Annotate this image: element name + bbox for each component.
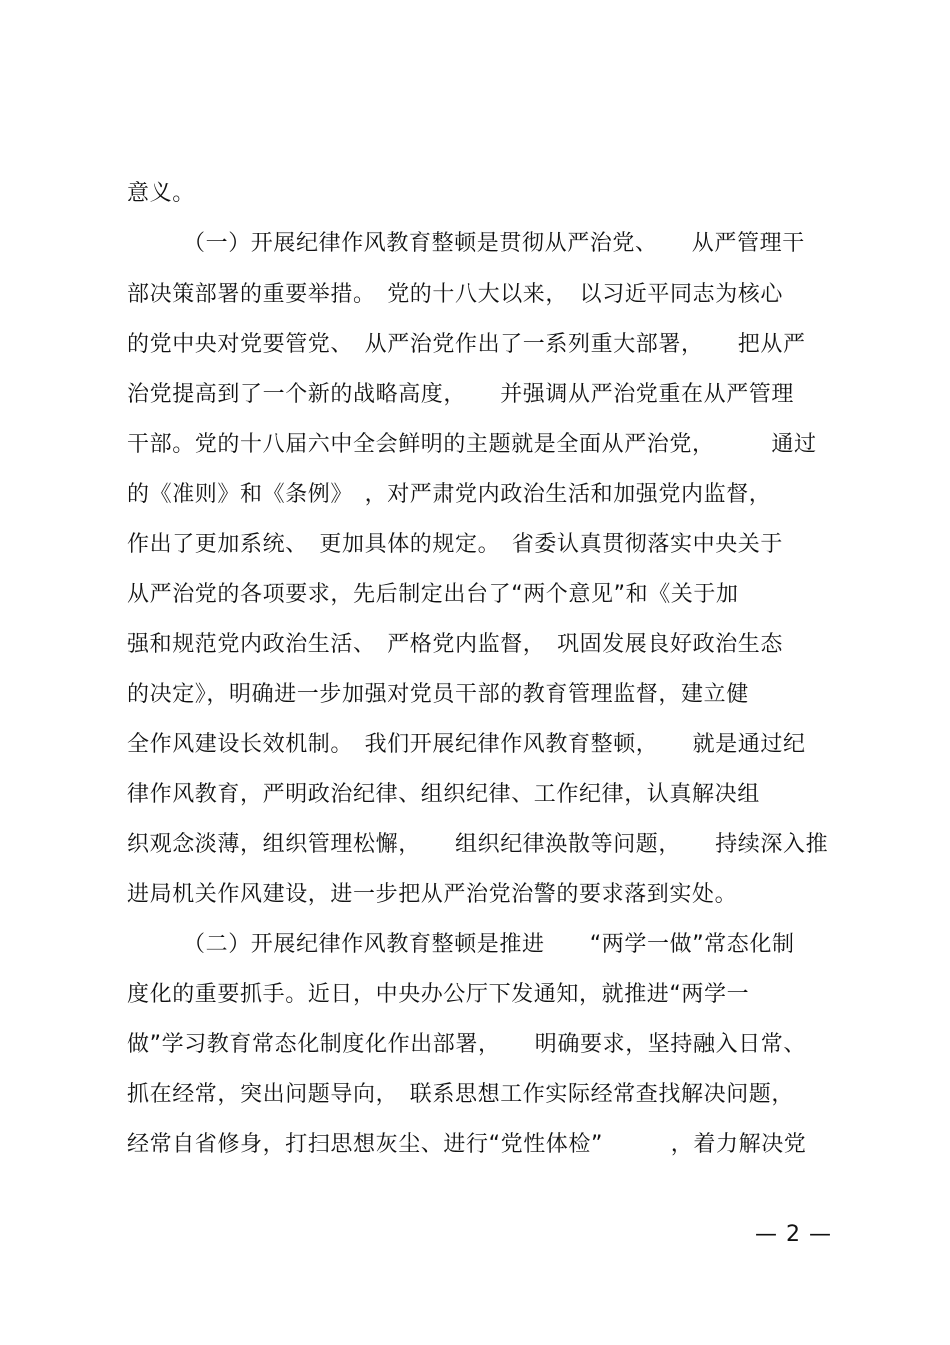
text-line: 强和规范党内政治生活、 严格党内监督， 巩固发展良好政治生态: [127, 632, 784, 657]
text-line: 部决策部署的重要举措。 党的十八大以来， 以习近平同志为核心: [127, 282, 784, 307]
text-line: 抓在经常，突出问题导向， 联系思想工作实际经常查找解决问题，: [127, 1082, 795, 1107]
paragraph-1-first-line: （一）开展纪律作风教育整顿是贯彻从严治党、 从严管理干: [183, 231, 805, 256]
text-line: 经常自省修身，打扫思想灰尘、进行“党性体检” ，着力解决党: [127, 1132, 807, 1157]
text-line: 进局机关作风建设，进一步把从严治党治警的要求落到实处。: [127, 882, 738, 907]
text-line: 治党提高到了一个新的战略高度， 并强调从严治党重在从严管理: [127, 382, 795, 407]
text-line: 的《准则》和《条例》 ，对严肃党内政治生活和加强党内监督，: [127, 482, 772, 507]
text-line: 律作风教育，严明政治纪律、组织纪律、工作纪律，认真解决组: [127, 782, 760, 807]
text-line: 织观念淡薄，组织管理松懈， 组织纪律涣散等问题， 持续深入推: [127, 832, 829, 857]
text-line: 意义。: [127, 181, 195, 206]
text-line: 的决定》，明确进一步加强对党员干部的教育管理监督，建立健: [127, 682, 749, 707]
text-line: 作出了更加系统、 更加具体的规定。 省委认真贯彻落实中央关于: [127, 532, 784, 557]
text-line: 全作风建设长效机制。 我们开展纪律作风教育整顿， 就是通过纪: [127, 732, 806, 757]
text-line: 的党中央对党要管党、 从严治党作出了一系列重大部署， 把从严: [127, 332, 806, 357]
page-number: — 2 —: [755, 1222, 832, 1247]
text-line: 从严治党的各项要求，先后制定出台了“两个意见”和《关于加: [127, 582, 739, 607]
text-line: 度化的重要抓手。近日，中央办公厅下发通知，就推进“两学一: [127, 982, 750, 1007]
text-line: 做”学习教育常态化制度化作出部署， 明确要求，坚持融入日常、: [127, 1032, 806, 1057]
paragraph-2-first-line: （二）开展纪律作风教育整顿是推进 “两学一做”常态化制: [183, 932, 795, 957]
text-line: 干部。党的十八届六中全会鲜明的主题就是全面从严治党， 通过: [127, 432, 817, 457]
